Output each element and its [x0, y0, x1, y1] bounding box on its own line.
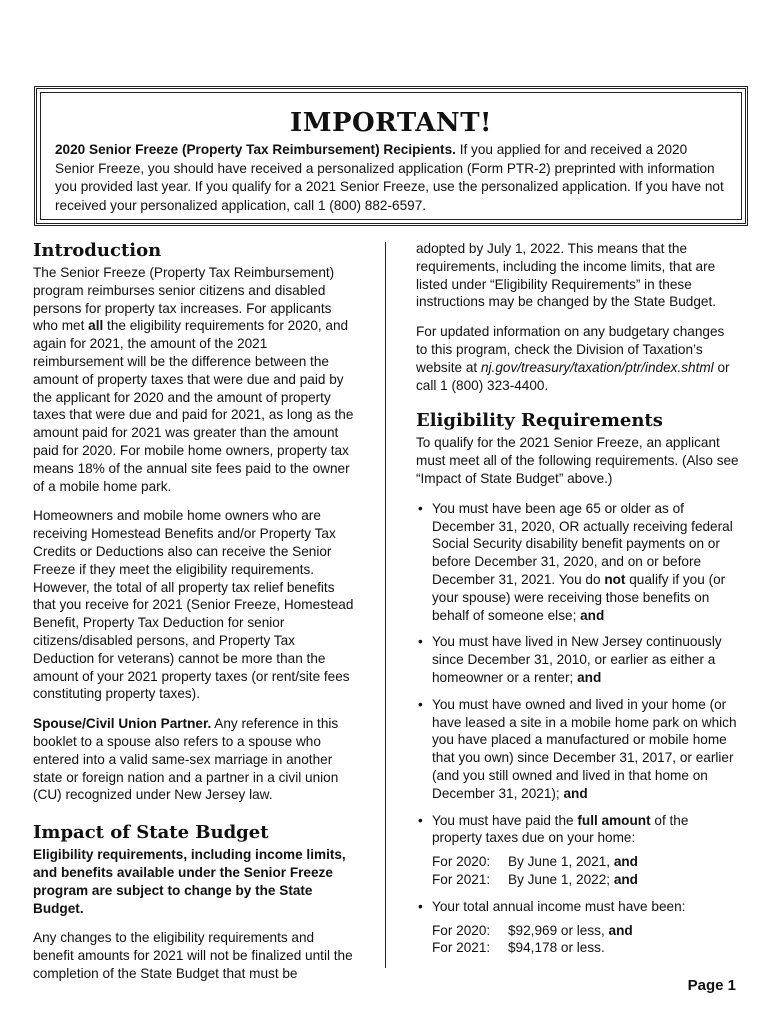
introduction-paragraph-1 [33, 264, 355, 495]
intro-text-bold: all [88, 318, 104, 334]
budget-bold-paragraph: Eligibility requirements, including income limits, and benefits available under the Senior Freeze program are subject to change by the State Budget. [33, 847, 346, 916]
column-divider [385, 242, 386, 968]
taxes-date-value: By June 1, 2022; [508, 871, 614, 887]
eligibility-item-residency [416, 633, 739, 686]
important-notice-box [34, 86, 748, 226]
taxes-dates [432, 853, 739, 889]
eligibility-intro: To qualify for the 2021 Senior Freeze, an applicant must meet all of the following requirements. (Also see “Impact of State Budget” above.) [416, 435, 739, 486]
notice-title: IMPORTANT! [290, 108, 492, 138]
spouse-paragraph [33, 715, 355, 804]
notice-text: If you applied for and received a 2020 Senior Freeze, you should have received a personalized application (Form PTR-2) preprinted with information you provided last year. If you qualify for a 2021 Senior Freeze, use the personalized application. If you have not received your personalized application, call 1 (800) 882-6597. [55, 142, 724, 213]
left-column [33, 240, 355, 995]
item-age-text-b: qualify if you (or your spouse) were receiving those benefits on behalf of someone else; [432, 571, 726, 623]
income-limit-row [432, 922, 739, 940]
income-year-label: For 2020: [432, 922, 491, 938]
important-notice-inner [40, 92, 742, 220]
notice-body [55, 141, 727, 215]
budget-paragraph-start: Any changes to the eligibility requirements and benefit amounts for 2021 will not be finalized until the completion of the State Budget that must be [33, 930, 353, 981]
eligibility-heading: Eligibility Requirements [416, 410, 663, 432]
item-residency-and: and [577, 669, 602, 685]
item-taxes-text-b: of the property taxes due on your home: [432, 812, 689, 846]
eligibility-item-age [416, 500, 739, 625]
item-residency-text: You must have lived in New Jersey continuously since December 31, 2010, or earlier as either a homeowner or a renter; [432, 634, 722, 685]
update-text-a: For updated information on any budgetary changes to this program, check the Division of Taxation’s website at [416, 324, 725, 375]
eligibility-item-taxes [416, 812, 739, 889]
page-number: Page 1 [687, 977, 736, 994]
budget-update-paragraph [416, 323, 739, 394]
income-year-label: For 2021: [432, 940, 491, 956]
income-limit-value: $92,969 or less, [508, 922, 609, 938]
item-age-not: not [604, 571, 626, 587]
eligibility-item-income [416, 898, 739, 957]
right-column [416, 240, 739, 966]
introduction-heading: Introduction [33, 240, 162, 261]
spouse-label: Spouse/Civil Union Partner. [33, 716, 212, 732]
taxation-website-link[interactable]: nj.gov/treasury/taxation/ptr/index.shtml [480, 359, 714, 375]
taxes-date-value: By June 1, 2021, [508, 854, 614, 870]
taxes-date-and: and [613, 871, 638, 887]
notice-lead: 2020 Senior Freeze (Property Tax Reimbursement) Recipients. [55, 142, 456, 157]
item-ownership-and: and [563, 785, 588, 801]
budget-paragraph-continued: adopted by July 1, 2022. This means that the requirements, including the income limits, that are listed under “Eligibility Requirements” in these instructions may be changed by the State Budget. [416, 241, 717, 310]
taxes-date-row [432, 871, 739, 889]
eligibility-item-ownership [416, 696, 739, 803]
item-age-and: and [580, 607, 605, 623]
intro-text-b: the eligibility requirements for 2020, and again for 2021, the amount of the 2021 reimbursement will be the difference between the amount of property taxes that were due and paid by the applicant for 2020 and the amount of property taxes that were due and paid for 2021, as long as the amount paid for 2021 was greater than the amount paid for 2020. For mobile home owners, property tax means 18% of the annual site fees paid to the owner of a mobile home park. [33, 318, 354, 494]
income-limit-and: and [608, 922, 633, 938]
item-income-text: Your total annual income must have been: [432, 898, 686, 914]
item-age-text-a: You must have been age 65 or older as of December 31, 2020, OR actually receiving federal Social Security disability benefit payments on or before December 31, 2020, and on or before December 31, 2021. You do [432, 500, 733, 587]
income-limit-row [432, 939, 739, 957]
eligibility-list [416, 500, 739, 957]
taxes-date-row [432, 853, 739, 871]
item-taxes-bold: full amount [577, 812, 651, 828]
item-taxes-text-a: You must have paid the [432, 812, 578, 828]
taxes-year-label: For 2020: [432, 854, 491, 870]
update-text-b: or call 1 (800) 323-4400. [416, 359, 730, 393]
taxes-year-label: For 2021: [432, 871, 491, 887]
introduction-paragraph-2: Homeowners and mobile home owners who are receiving Homestead Benefits and/or Property Tax Credits or Deductions also can receive the Senior Freeze if they meet the eligibility requirements. However, the total of all property tax relief benefits that you receive for 2021 (Senior Freeze, Homestead Benefit, Property Tax Deduction for senior citizens/disabled persons, and Property Tax Deduction for veterans) cannot be more than the amount of your 2021 property taxes (or rent/site fees constituting property taxes). [33, 508, 354, 702]
intro-text-a: The Senior Freeze (Property Tax Reimbursement) program reimburses senior citizens and disabled persons for property tax increases. For applicants who met [33, 265, 335, 334]
income-limit-value: $94,178 or less. [508, 940, 605, 956]
budget-heading: Impact of State Budget [33, 822, 269, 844]
spouse-text: Any reference in this booklet to a spouse also refers to a spouse who entered into a valid same-sex marriage in another state or foreign nation and a partner in a civil union (CU) recognized under New Jersey law. [33, 716, 339, 803]
income-limits [432, 922, 739, 958]
item-ownership-text: You must have owned and lived in your home (or have leased a site in a mobile home park on which you have placed a manufactured or mobile home that you own) since December 31, 2017, or earlier (and you still owned and lived in that home on December 31, 2021); [432, 696, 737, 801]
taxes-date-and: and [613, 854, 638, 870]
